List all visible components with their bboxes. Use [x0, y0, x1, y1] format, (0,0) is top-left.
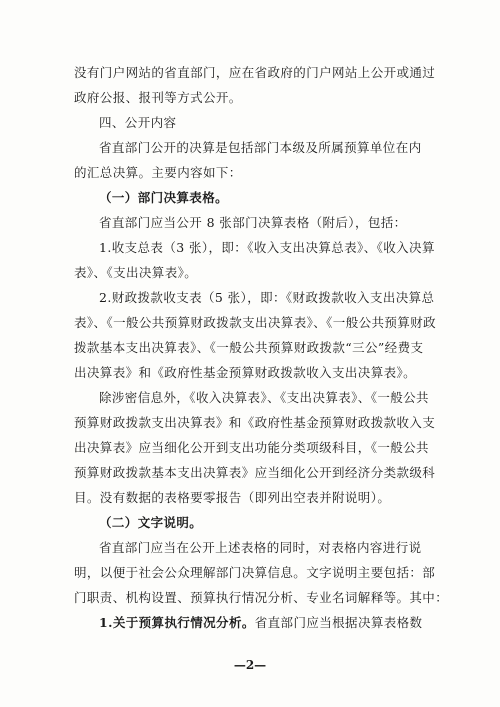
paragraph-line [74, 616, 430, 629]
paragraph-line: 出决算表》和《政府性基金预算财政拨款收入支出决算表》。 [74, 365, 417, 380]
paragraph-line: 除涉密信息外，《收入决算表》、《支出决算表》、《一般公共 [99, 390, 429, 405]
paragraph-line: 没有门户网站的省直部门，应在省政府的门户网站上公开或通过 [74, 65, 436, 80]
paragraph-line: 目。没有数据的表格要零报告（即列出空表并附说明）。 [74, 490, 391, 505]
page-number: —2— [233, 658, 267, 672]
paragraph-line: 预算财政拨款支出决算表》和《政府性基金预算财政拨款收入支 [74, 415, 436, 430]
paragraph-line: 出决算表》应当细化公开到支出功能分类项级科目，《一般公共 [74, 440, 429, 455]
paragraph-line: 政府公报、报刊等方式公开。 [74, 90, 242, 105]
paragraph-line: 2.财政拨款收支表（5 张），即：《财政拨款收入支出决算总 [99, 290, 435, 305]
paragraph-line: 表》、《支出决算表》。 [74, 265, 198, 280]
paragraph-line: 拨款基本支出决算表》、《一般公共预算财政拨款“三公”经费支 [74, 340, 424, 355]
body-text [74, 65, 449, 641]
subsection-heading: （一）部门决算表格。 [99, 190, 229, 205]
paragraph-line: 明，以便于社会公众理解部门决算信息。文字说明主要包括：部 [74, 565, 436, 580]
paragraph-line: 省直部门公开的决算是包括部门本级及所属预算单位在内 [99, 140, 422, 155]
subsection-heading: （二）文字说明。 [99, 515, 203, 530]
paragraph-line: 门职责、机构设置、预算执行情况分析、专业名词解释等。其中： [74, 590, 449, 605]
paragraph-line: 省直部门应当公开 8 张部门决算表格（附后），包括： [99, 215, 407, 230]
item-text: 省直部门应当根据决算表格数 [254, 615, 423, 630]
item-heading: 1.关于预算执行情况分析。 [99, 615, 255, 630]
paragraph-line: 预算财政拨款基本支出决算表》应当细化公开到经济分类款级科 [74, 465, 436, 480]
section-heading: 四、公开内容 [99, 115, 177, 130]
paragraph-line: 1.收支总表（3 张），即：《收入支出决算总表》、《收入决算 [99, 240, 435, 255]
paragraph-line: 的汇总决算。主要内容如下： [74, 165, 242, 180]
paragraph-line: 省直部门应当在公开上述表格的同时，对表格内容进行说 [99, 540, 422, 555]
paragraph-line: 表》、《一般公共预算财政拨款支出决算表》、《一般公共预算财政 [74, 315, 437, 330]
